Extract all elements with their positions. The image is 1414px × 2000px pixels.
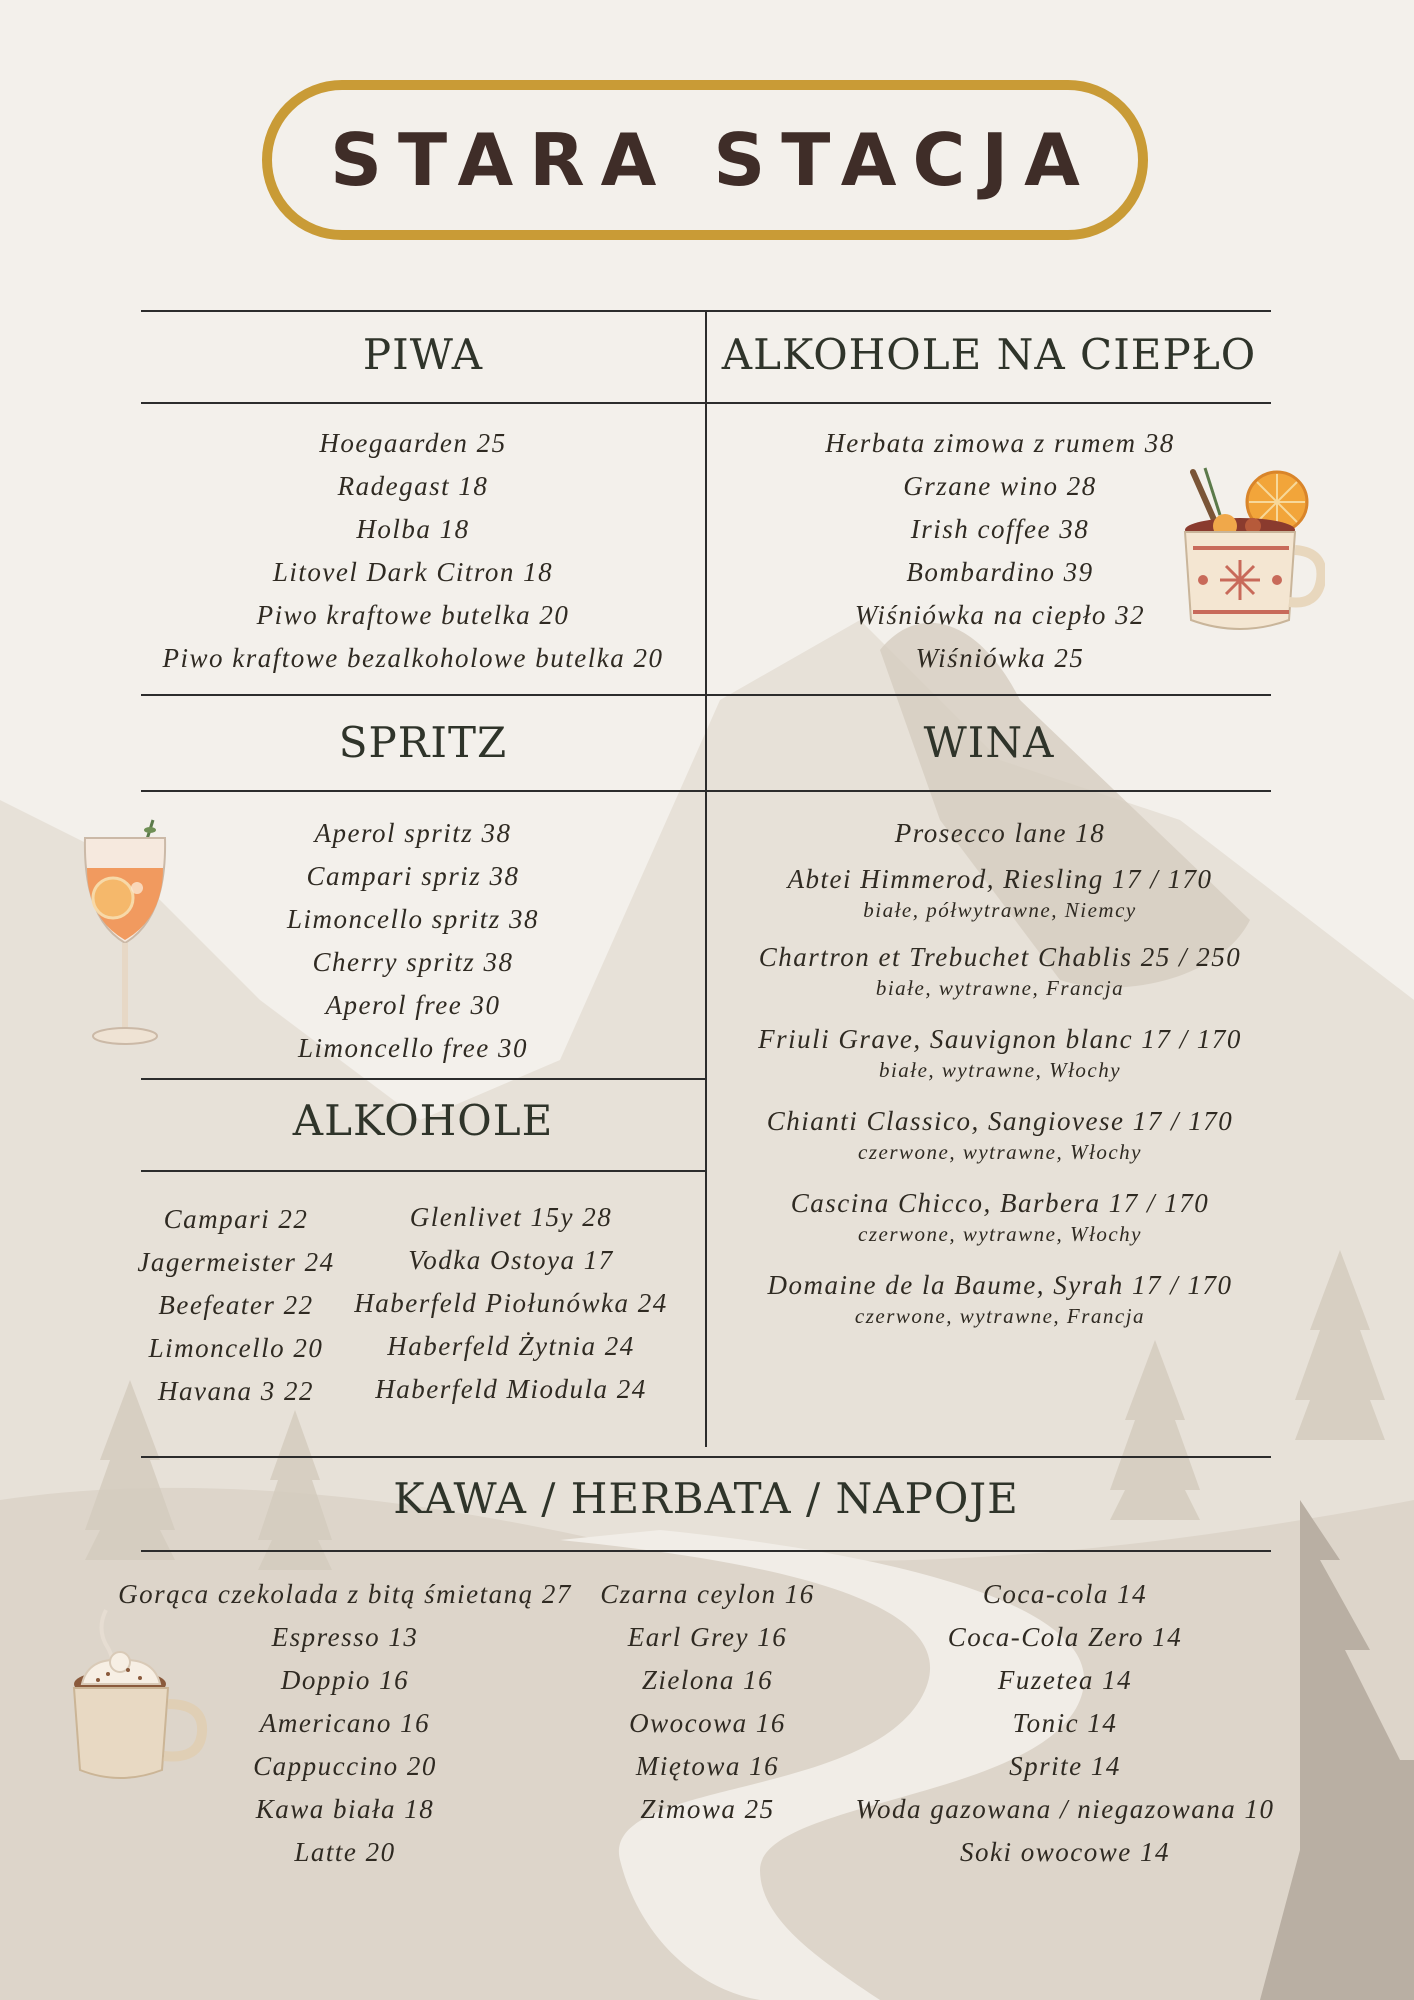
restaurant-name: STARA STACJA bbox=[330, 118, 1096, 202]
wine-name: Chartron et Trebuchet Chablis 25 / 250 bbox=[758, 942, 1242, 972]
list-item: Espresso 13 bbox=[271, 1622, 419, 1652]
list-item: Czarna ceylon 16 bbox=[600, 1579, 815, 1609]
list-item: Wiśniówka 25 bbox=[915, 643, 1085, 673]
list-item: Owocowa 16 bbox=[629, 1708, 786, 1738]
alkohole-list-col2 bbox=[346, 1196, 676, 1411]
spritz-list bbox=[131, 812, 695, 1070]
wine-name: Friuli Grave, Sauvignon blanc 17 / 170 bbox=[758, 1024, 1242, 1054]
list-item: Miętowa 16 bbox=[635, 1751, 780, 1781]
list-item: Limoncello free 30 bbox=[298, 1033, 528, 1063]
wine-description: białe, wytrawne, Francja bbox=[875, 976, 1125, 1000]
list-item: Hoegaarden 25 bbox=[319, 428, 507, 458]
list-item: Haberfeld Żytnia 24 bbox=[387, 1331, 635, 1361]
list-item: Haberfeld Piołunówka 24 bbox=[354, 1288, 668, 1318]
list-item: Havana 3 22 bbox=[158, 1376, 314, 1406]
list-item: Grzane wino 28 bbox=[903, 471, 1097, 501]
divider-alkohole-top bbox=[141, 1078, 706, 1080]
list-item: Irish coffee 38 bbox=[910, 514, 1090, 544]
list-item: Sprite 14 bbox=[1009, 1751, 1121, 1781]
list-item: Limoncello spritz 38 bbox=[286, 904, 539, 934]
heading-spritz: SPRITZ bbox=[338, 718, 508, 767]
list-item: Glenlivet 15y 28 bbox=[409, 1202, 613, 1232]
wine-description: białe, wytrawne, Włochy bbox=[878, 1058, 1122, 1082]
list-item: Litovel Dark Citron 18 bbox=[272, 557, 554, 587]
wine-item bbox=[718, 1022, 1282, 1084]
list-item: Vodka Ostoya 17 bbox=[408, 1245, 614, 1275]
list-item: Wiśniówka na ciepło 32 bbox=[854, 600, 1146, 630]
list-item: Zielona 16 bbox=[641, 1665, 774, 1695]
title-banner bbox=[262, 80, 1148, 240]
wine-item bbox=[718, 816, 1282, 850]
heading-alkohole-na-cieplo: ALKOHOLE NA CIEPŁO bbox=[721, 330, 1257, 379]
mulled-wine-mug-icon bbox=[1175, 460, 1325, 635]
wine-description: białe, półwytrawne, Niemcy bbox=[863, 898, 1137, 922]
divider-alkohole-bottom bbox=[141, 1170, 706, 1172]
wine-description: czerwone, wytrawne, Włochy bbox=[858, 1140, 1142, 1164]
list-item: Americano 16 bbox=[259, 1708, 431, 1738]
wine-item bbox=[718, 1268, 1282, 1330]
wina-list bbox=[718, 816, 1282, 1330]
list-item: Cappuccino 20 bbox=[253, 1751, 437, 1781]
list-item: Piwo kraftowe bezalkoholowe butelka 20 bbox=[162, 643, 664, 673]
list-item: Bombardino 39 bbox=[906, 557, 1094, 587]
heading-alkohole: ALKOHOLE bbox=[292, 1096, 554, 1145]
wine-name: Cascina Chicco, Barbera 17 / 170 bbox=[790, 1188, 1210, 1218]
wine-description: czerwone, wytrawne, Francja bbox=[854, 1304, 1146, 1328]
list-item: Aperol free 30 bbox=[325, 990, 501, 1020]
piwa-list bbox=[131, 422, 695, 680]
spritz-glass-icon bbox=[75, 818, 175, 1053]
list-item: Beefeater 22 bbox=[158, 1290, 314, 1320]
list-item: Woda gazowana / niegazowana 10 bbox=[855, 1794, 1275, 1824]
wine-name: Prosecco lane 18 bbox=[894, 818, 1106, 848]
list-item: Limoncello 20 bbox=[148, 1333, 324, 1363]
wine-name: Domaine de la Baume, Syrah 17 / 170 bbox=[767, 1270, 1233, 1300]
list-item: Latte 20 bbox=[294, 1837, 396, 1867]
list-item: Aperol spritz 38 bbox=[314, 818, 512, 848]
list-item: Cherry spritz 38 bbox=[312, 947, 514, 977]
list-item: Holba 18 bbox=[356, 514, 470, 544]
list-item: Piwo kraftowe butelka 20 bbox=[256, 600, 570, 630]
wine-name: Chianti Classico, Sangiovese 17 / 170 bbox=[766, 1106, 1234, 1136]
alkohole-list-col1 bbox=[126, 1198, 346, 1413]
wine-item bbox=[718, 862, 1282, 924]
divider-kawa-top bbox=[141, 1456, 1271, 1458]
heading-piwa: PIWA bbox=[362, 330, 484, 379]
hot-chocolate-mug-icon bbox=[68, 1600, 208, 1785]
list-item: Tonic 14 bbox=[1012, 1708, 1118, 1738]
list-item: Herbata zimowa z rumem 38 bbox=[825, 428, 1175, 458]
wine-item bbox=[718, 940, 1282, 1002]
wine-description: czerwone, wytrawne, Włochy bbox=[858, 1222, 1142, 1246]
heading-wina: WINA bbox=[923, 718, 1055, 767]
list-item: Campari 22 bbox=[163, 1204, 309, 1234]
divider-kawa-bottom bbox=[141, 1550, 1271, 1552]
list-item: Fuzetea 14 bbox=[997, 1665, 1133, 1695]
list-item: Doppio 16 bbox=[280, 1665, 410, 1695]
list-item: Soki owocowe 14 bbox=[960, 1837, 1170, 1867]
divider-vertical bbox=[705, 310, 707, 1447]
wine-item bbox=[718, 1104, 1282, 1166]
list-item: Jagermeister 24 bbox=[137, 1247, 335, 1277]
list-item: Gorąca czekolada z bitą śmietaną 27 bbox=[118, 1579, 572, 1609]
list-item: Zimowa 25 bbox=[640, 1794, 775, 1824]
list-item: Haberfeld Miodula 24 bbox=[375, 1374, 647, 1404]
herbata-list bbox=[580, 1573, 835, 1831]
list-item: Coca-cola 14 bbox=[982, 1579, 1148, 1609]
list-item: Campari spriz 38 bbox=[306, 861, 520, 891]
wine-item bbox=[718, 1186, 1282, 1248]
napoje-list bbox=[835, 1573, 1295, 1874]
list-item: Earl Grey 16 bbox=[627, 1622, 788, 1652]
list-item: Coca-Cola Zero 14 bbox=[947, 1622, 1183, 1652]
list-item: Radegast 18 bbox=[337, 471, 489, 501]
list-item: Kawa biała 18 bbox=[255, 1794, 435, 1824]
wine-name: Abtei Himmerod, Riesling 17 / 170 bbox=[787, 864, 1213, 894]
heading-kawa-herbata-napoje: KAWA / HERBATA / NAPOJE bbox=[393, 1474, 1019, 1523]
